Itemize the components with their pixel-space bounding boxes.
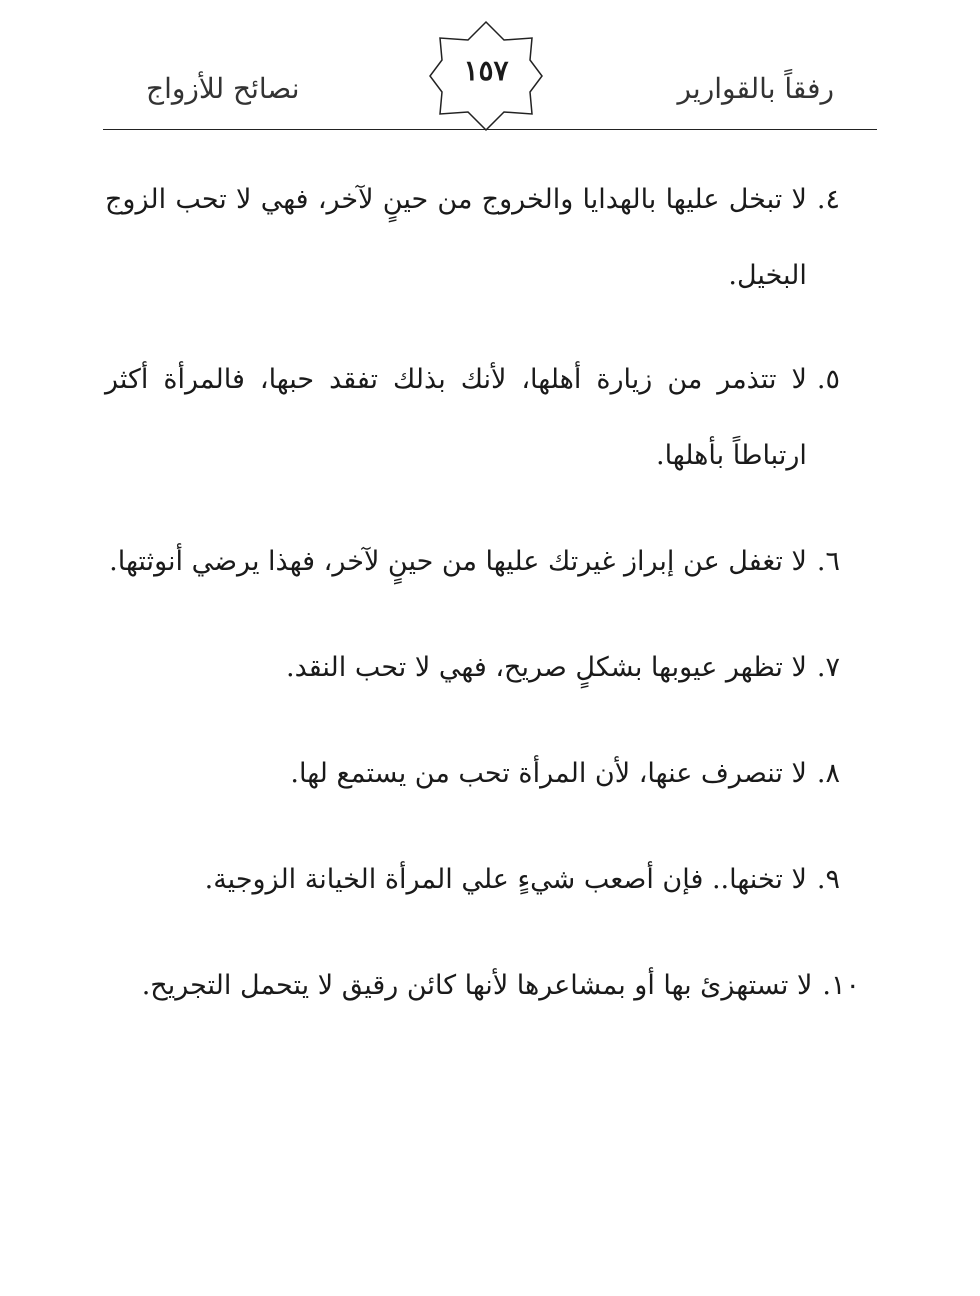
list-item (105, 630, 840, 706)
item-text: لا تنصرف عنها، لأن المرأة تحب من يستمع لها. (290, 758, 807, 789)
item-text: لا تستهزئ بها أو بمشاعرها لأنها كائن رقيق لا يتحمل التجريح. (141, 970, 813, 1001)
item-number: ٤. (816, 184, 840, 215)
item-number: ١٠. (822, 970, 860, 1001)
item-number: ٥. (816, 364, 840, 395)
header-divider (103, 129, 877, 130)
advice-list (105, 162, 860, 1024)
list-item (105, 948, 860, 1024)
item-text: لا تبخل عليها بالهدايا والخروج من حينٍ لآخر، فهي لا تحب الزوج البخيل. (105, 184, 807, 291)
page-number: ١٥٧ (463, 54, 509, 87)
list-item (105, 842, 840, 918)
item-number: ٩. (816, 864, 840, 895)
list-item (105, 736, 840, 812)
item-text: لا تظهر عيوبها بشكلٍ صريح، فهي لا تحب النقد. (285, 652, 807, 683)
running-header-chapter-title: نصائح للأزواج (146, 72, 300, 105)
item-number: ٧. (816, 652, 840, 683)
list-item (105, 162, 840, 314)
item-number: ٦. (816, 546, 840, 577)
list-item (105, 524, 840, 600)
page-number-badge (428, 20, 544, 132)
item-text: لا تتذمر من زيارة أهلها، لأنك بذلك تفقد حبها، فالمرأة أكثر ارتباطاً بأهلها. (105, 364, 807, 471)
item-text: لا تخنها.. فإن أصعب شيءٍ علي المرأة الخيانة الزوجية. (204, 864, 807, 895)
list-item (105, 342, 840, 494)
item-number: ٨. (816, 758, 840, 789)
item-text: لا تغفل عن إبراز غيرتك عليها من حينٍ لآخر، فهذا يرضي أنوثتها. (109, 546, 807, 577)
running-header-book-title: رفقاً بالقوارير (677, 72, 834, 105)
